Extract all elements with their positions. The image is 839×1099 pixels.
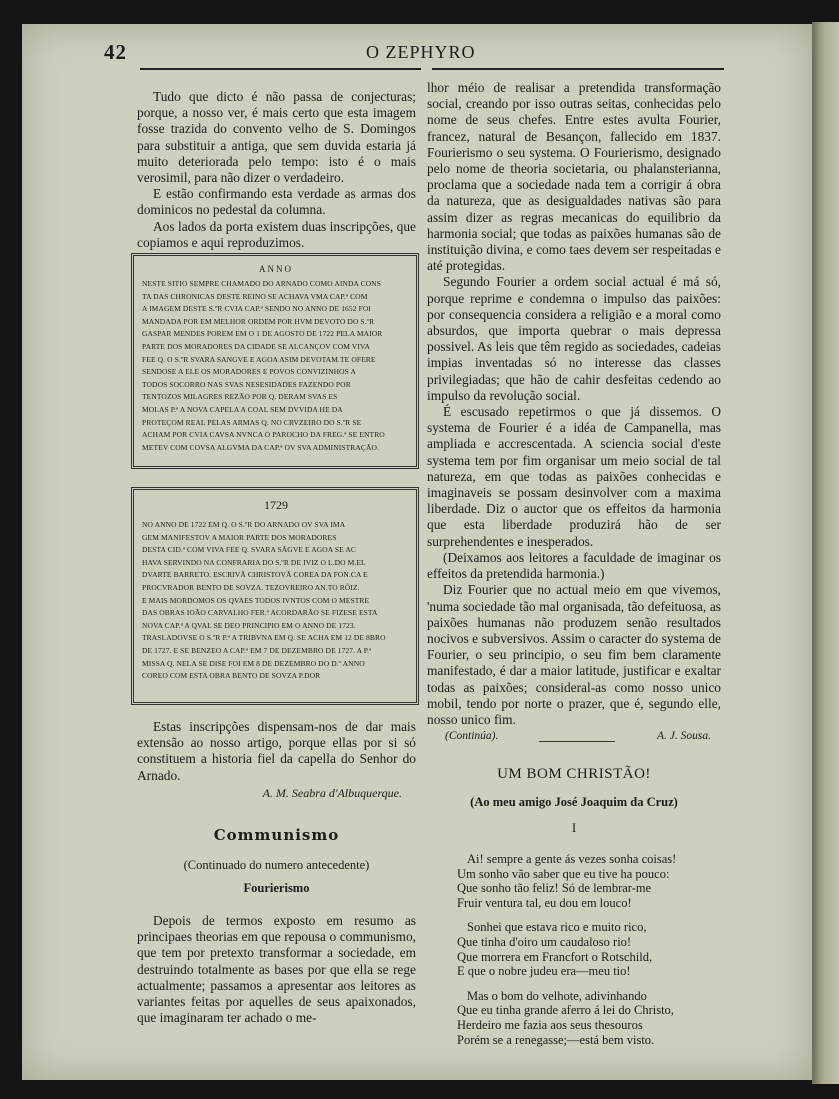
inscription-text: [142, 278, 410, 454]
inscription-line: DE 1727. E SE BENZEO A CAP.ª EM 7 DE DEZEMBRO DE 1727. A P.ª: [142, 645, 372, 655]
poem-line: Que morrera em Francfort o Rotschild,: [457, 949, 653, 964]
poem-line: Herdeiro me fazia aos seus thesouros: [457, 1017, 643, 1032]
communismo-section-header: [137, 826, 416, 896]
header-rule-left: [140, 68, 421, 70]
inscription-line: TA DAS CHRONICAS DESTE REINO SE ACHAVA VMA CAP.ª COM: [142, 291, 368, 301]
poem-stanzas: [427, 852, 721, 1057]
paragraph: Segundo Fourier a ordem social actual é má só, porque reprime e condemna o impulso das paixões: por consequencia considera a religião e a moral como absurdos, que importa quebrar o mais depressa possivel. As leis que têm regido as sociedades, cadeias impias inventadas só no interesse das classes privilegiadas; que hão de cahir desfeitas cedendo ao impulso da revolução social.: [427, 274, 721, 403]
inscription-heading: ANNO: [259, 264, 293, 274]
divider: [539, 741, 615, 742]
inscription-line: DAS OBRAS IOÃO CARVALHO FER.ª ACORDARÃO SE FIZESE ESTA: [142, 608, 378, 618]
paragraph: Tudo que dicto é não passa de conjecturas; porque, a nosso ver, é mais certo que esta imagem fosse trazida do convento velho de S. Domingos para substituir a antiga, que sem duvida estaria já muito deteriorada pelo tempo: isto é o mais verosimil, para não dizer o verdadeiro.: [137, 89, 416, 186]
paragraph: (Deixamos aos leitores a faculdade de imaginar os effeitos da pretendida harmonia.): [427, 549, 721, 582]
inscription-line: PROTEÇOM REAL PELAS ARMAS Q. NO CRVZEIRO DO S.ºR SE: [142, 417, 362, 427]
inscription-line: MISSA Q. NELA SE DISE FOI EM 8 DE DEZEMBRO DO D.º ANNO: [142, 658, 365, 668]
inscription-line: PARTE DOS MORADORES DA CIDADE SE ALCANÇOV COM VIVA: [142, 341, 371, 351]
poem-line: Que sonho tão feliz! Só de lembrar-me: [457, 881, 652, 896]
poem-stanza: [457, 920, 721, 978]
paragraph: lhor méio de realisar a pretendida transformação social, creando por isso outras seitas, conhecidas pelo nome de seus chefes. Entre estes avulta Fourier, francez, natural de Besançon, fallecido em 1837. Fourierismo o seu systema. O Fourierismo, designado pelo nome de theoria societaria, ou phalansterianna, proclama que a sociedade nada tem a corrigir á obra da natureza, que as desigualdades nativas são para assim dizer as regras mecanicas do equilibrio da harmonia social; que todas as paixões humanas são de instituição divina, e como taes devem ser respeitadas e até protegidas.: [427, 80, 721, 274]
paragraph: Estas inscripções dispensam-nos de dar mais extensão ao nosso artigo, porque ellas por si só constituem a historia fiel da capella do Senhor do Arnado.: [137, 719, 416, 783]
poem-dedication: (Ao meu amigo José Joaquim da Cruz): [470, 795, 678, 809]
poem-part-number: I: [571, 820, 577, 835]
inscription-line: TODOS SOCORRO NAS SVAS NESESIDADES FAZENDO POR: [142, 379, 351, 389]
right-article: [427, 80, 721, 748]
poem-header: [427, 766, 721, 836]
inscription-line: METEV COM COVSA ALGVMA DA CAP.ª OV SVA ADMINISTRAÇÃO.: [142, 442, 379, 452]
continued-note: (Continúa).: [445, 730, 499, 743]
inscription-box-2: [131, 487, 419, 705]
inscription-line: NESTE SITIO SEMPRE CHAMADO DO ARNADO COMO AINDA CONS: [142, 279, 381, 288]
poem-line: E que o nobre judeu era—meu tio!: [457, 964, 631, 979]
poem-line: Fruir ventura tal, eu dou em louco!: [457, 895, 632, 910]
page-number: 42: [104, 40, 127, 64]
poem-line: Mas o bom do velhote, adivinhando: [467, 988, 647, 1003]
left-intro: [137, 89, 416, 251]
paragraph: Aos lados da porta existem duas inscripções, que copiamos e aqui reproduzimos.: [137, 218, 416, 250]
inscription-line: NOVA CAP.ª A QVAL SE DEO PRINCIPIO EM O ANNO DE 1723.: [142, 620, 356, 630]
inscription-line: TENTOZOS MILAGRES REZÃO POR Q. DERAM SVAS ES: [142, 392, 338, 402]
inscription-line: MANDADA POR EM MELHOR ORDEM POR HVM DEVOTO DO S.ºR: [142, 316, 375, 326]
inscription-box-1: [131, 253, 419, 469]
inscription-line: NO ANNO DE 1722 EM Q. O S.ºR DO ARNADO OV SVA IMA: [142, 520, 346, 529]
header-rule-right: [432, 68, 724, 70]
poem-stanza: [457, 989, 721, 1047]
poem-line: Que eu tinha grande aferro á lei do Christo,: [457, 1003, 674, 1018]
poem-title: UM BOM CHRISTÃO!: [497, 766, 651, 782]
section-subtitle: (Continuado do numero antecedente): [183, 858, 370, 872]
inscription-line: DESTA CID.ª COM VIVA FEE Q. SVARA SÃGVE E AGOA SE AC: [142, 545, 356, 555]
poem-line: Ai! sempre a gente ás vezes sonha coisas!: [467, 852, 677, 866]
inscription-line: GASPAR MENDES POREM EM O 1 DE AGOSTO DE 1722 PELA MAIOR: [142, 329, 383, 339]
section-heading: Fourierismo: [243, 881, 310, 895]
poem-line: Que tinha d'oiro um caudaloso rio!: [457, 934, 632, 949]
author-signature: A. M. Seabra d'Albuquerque.: [262, 785, 402, 800]
inscription-line: E MAIS MORDOMOS OS QVAES TODOS IVNTOS COM O MESTRE: [142, 595, 370, 605]
article-footer: [427, 730, 721, 748]
inscription-line: A IMAGEM DESTE S.ºR CVIA CAP.ª SENDO NO ANNO DE 1652 FOI: [142, 304, 371, 314]
section-title: Communismo: [213, 826, 340, 844]
paragraph: É escusado repetirmos o que já dissemos. O systema de Fourier é a idéa de Campanella, mas ampliada e accrescentada. A sciencia social d'este systema tem por fim organisar um meio social de tal natureza, em que todas as paixões conhecidas e imaginaveis se possam desinvolver com a maxima liberdade. Diz o auctor que os effeitos da harmonia que esta liberdade produzirá hão de ser surprehendentes e inesperados.: [427, 404, 721, 549]
book-spine: [812, 22, 839, 1084]
poem-stanza: [457, 852, 721, 910]
inscription-line: HAVA SERVINDO NA CONFRARIA DO S.ºR DE IVIZ O L.DO M.EL: [142, 557, 366, 567]
inscription-line: DVARTE BARRETO. ESCRIVÃ CHRISTOVÃ COREA DA FON.CA E: [142, 570, 368, 580]
page-title: O ZEPHYRO: [366, 42, 476, 62]
paragraph: Diz Fourier que no actual meio em que vivemos, 'numa sociedade tão mal organisada, tão defeituosa, as paixões humanas não produzem senão resultados nocivos e subversivos. Assim o caracter do systema de Fourier, o seu principio, o seu fim bem claramente manifestado, é dar a maior latitude, justificar e exaltar todas as paixões; consideral-as como nosso unico mobil, tendo por norte o prazer, que é, segundo elle, nosso unico fim.: [427, 582, 721, 727]
inscription-line: SENDOSE A ELE OS MORADORES E POVOS CONVIZINHOS A: [142, 367, 356, 377]
left-conclusion: [137, 719, 416, 801]
inscription-line: COREO COM ESTA OBRA BENTO DE SOVZA P.DOR: [142, 671, 321, 681]
inscription-line: PROCVRADOR BENTO DE SOVZA. TEZOVREIRO AN.TO RÕIZ.: [142, 582, 360, 592]
author-signature: A. J. Sousa.: [657, 730, 711, 743]
poem-line: Sonhei que estava rico e muito rico,: [467, 920, 647, 935]
inscription-line: MOLAS P.ª A NOVA CAPELA A COAL SEM DVVIDA HE DA: [142, 404, 343, 414]
paragraph: E estão confirmando esta verdade as armas dos dominicos no pedestal da columna.: [137, 186, 416, 218]
inscription-line: ACHAM POR CVIA CAVSA NVNCA O PAROCHO DA FREG.ª SE ENTRO: [142, 430, 385, 440]
poem-line: Porém se a renegasse;—está bem visto.: [457, 1032, 655, 1047]
inscription-line: GEM MANIFESTOV A MAIOR PARTE DOS MORADORES: [142, 532, 337, 542]
inscription-year: 1729: [264, 498, 288, 512]
inscription-line: FEE Q. O S.ºR SVARA SANGVE E AGOA ASIM DEVOTAM.TE OFERE: [142, 354, 376, 364]
inscription-text: [142, 519, 410, 683]
inscription-line: TRASLADOVSE O S.ºR P.ª A TRIBVNA EM Q. SE ACHA EM 12 DE 8BRO: [142, 633, 386, 643]
communismo-body: [137, 913, 416, 1026]
paragraph: Depois de termos exposto em resumo as principaes theorias em que repousa o communismo, que tem por pretexto transformar a sociedade, em destruindo totalmente as bases por que ella se rege actualmente; passamos a apresentar aos leitores as variantes feitas por aquelles de seus apaixonados, que imaginaram ter achado o me-: [137, 913, 416, 1026]
poem-line: Um sonho vão saber que eu tive ha pouco:: [457, 866, 670, 881]
